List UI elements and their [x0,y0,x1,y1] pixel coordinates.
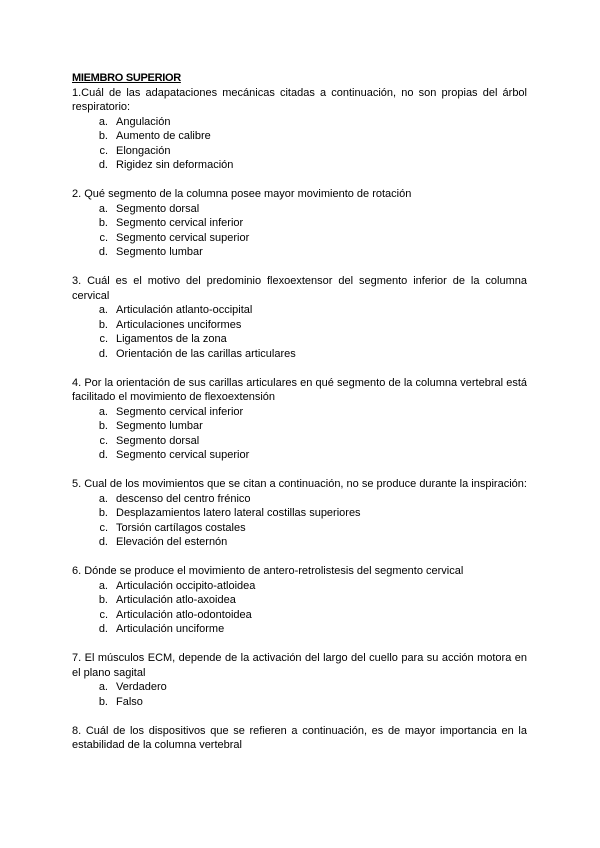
option-text: Segmento dorsal [116,434,200,447]
option-item [72,622,527,637]
question-text: 6. Dónde se produce el movimiento de antero-retrolistesis del segmento cervical [72,565,464,577]
option-letter: d. [98,449,108,461]
option-text: Desplazamientos latero lateral costillas superiores [116,507,361,519]
option-text: Elongación [116,144,171,157]
option-text: Articulación unciforme [116,623,225,635]
option-letter: a. [98,405,108,418]
option-text: Rigidez sin deformación [116,159,234,171]
question-1 [72,86,527,173]
option-item [72,506,527,521]
option-text: Segmento cervical inferior [116,217,244,229]
option-letter: d. [98,347,108,360]
question-text: 1.Cuál de las adapataciones mecánicas citadas a continuación, no son propias del árbol respiratorio: [72,86,527,113]
option-letter: d. [98,623,108,635]
option-letter: a. [98,579,108,592]
option-letter: d. [98,246,108,258]
option-item [72,231,527,246]
option-letter: a. [98,304,108,316]
option-text: descenso del centro frénico [116,492,251,505]
option-text: Articulación atlo-odontoidea [116,608,252,621]
option-text: Articulaciones unciformes [116,318,242,331]
option-text: Segmento dorsal [116,202,200,215]
option-text: Falso [116,695,143,708]
question-2 [72,187,527,260]
option-text: Ligamentos de la zona [116,333,227,345]
option-item [72,245,527,260]
option-letter: b. [98,318,108,331]
option-list [72,579,527,637]
question-list [72,86,527,753]
option-text: Articulación atlo-axoidea [116,594,236,606]
option-text: Angulación [116,115,171,128]
option-letter: b. [98,594,108,606]
option-item [72,492,527,507]
option-list [72,202,527,260]
option-letter: d. [98,536,108,548]
option-letter: b. [98,130,108,142]
option-item [72,593,527,608]
option-text: Articulación atlanto-occipital [116,304,253,316]
option-letter: b. [98,217,108,229]
question-text: 7. El músculos ECM, depende de la activación del largo del cuello para su acción motora en el plano sagital [72,652,527,679]
document-page [72,71,527,767]
option-item [72,129,527,144]
option-item [72,521,527,536]
option-text: Segmento cervical inferior [116,405,244,418]
option-text: Articulación occipito-atloidea [116,579,256,592]
option-item [72,434,527,449]
question-text: 2. Qué segmento de la columna posee mayor movimiento de rotación [72,188,412,200]
question-3 [72,274,527,361]
option-letter: b. [98,420,108,432]
option-item [72,202,527,217]
option-item [72,680,527,695]
question-text: 8. Cuál de los dispositivos que se refieren a continuación, es de mayor importancia en la estabilidad de la columna vertebral [72,724,527,751]
option-text: Segmento lumbar [116,246,203,258]
option-item [72,695,527,710]
option-letter: a. [98,115,108,128]
option-letter: c. [99,434,108,447]
option-list [72,115,527,173]
option-letter: c. [99,144,108,157]
option-letter: b. [98,695,108,708]
option-letter: c. [99,608,108,621]
option-text: Segmento lumbar [116,420,203,432]
option-list [72,405,527,463]
option-text: Aumento de calibre [116,130,211,142]
option-text: Elevación del esternón [116,536,228,548]
option-text: Segmento cervical superior [116,449,250,461]
question-text: 5. Cual de los movimientos que se citan a continuación, no se produce durante la inspiración: [72,478,527,490]
option-letter: a. [98,492,108,505]
option-item [72,608,527,623]
option-item [72,158,527,173]
option-list [72,303,527,361]
option-item [72,419,527,434]
option-item [72,405,527,420]
option-text: Segmento cervical superior [116,231,250,244]
option-list [72,680,527,709]
option-item [72,303,527,318]
option-item [72,535,527,550]
question-text: 3. Cuál es el motivo del predominio flexoextensor del segmento inferior de la columna cervical [72,275,527,302]
question-text: 4. Por la orientación de sus carillas articulares en qué segmento de la columna vertebral está facilitado el movimiento de flexoextensión [72,376,527,403]
option-item [72,347,527,362]
question-6 [72,564,527,637]
option-letter: b. [98,507,108,519]
option-letter: c. [99,231,108,244]
option-item [72,144,527,159]
question-4 [72,376,527,463]
option-letter: a. [98,202,108,215]
page-title: MIEMBRO SUPERIOR [72,72,181,84]
option-letter: a. [98,681,108,693]
option-item [72,216,527,231]
option-text: Torsión cartílagos costales [116,521,246,534]
question-5 [72,477,527,550]
option-item [72,579,527,594]
option-text: Verdadero [116,681,167,693]
question-8 [72,724,527,753]
option-item [72,115,527,130]
option-item [72,448,527,463]
option-item [72,318,527,333]
option-letter: c. [99,333,108,345]
option-list [72,492,527,550]
option-letter: c. [99,521,108,534]
option-letter: d. [98,159,108,171]
question-7 [72,651,527,709]
option-item [72,332,527,347]
option-text: Orientación de las carillas articulares [116,347,296,360]
